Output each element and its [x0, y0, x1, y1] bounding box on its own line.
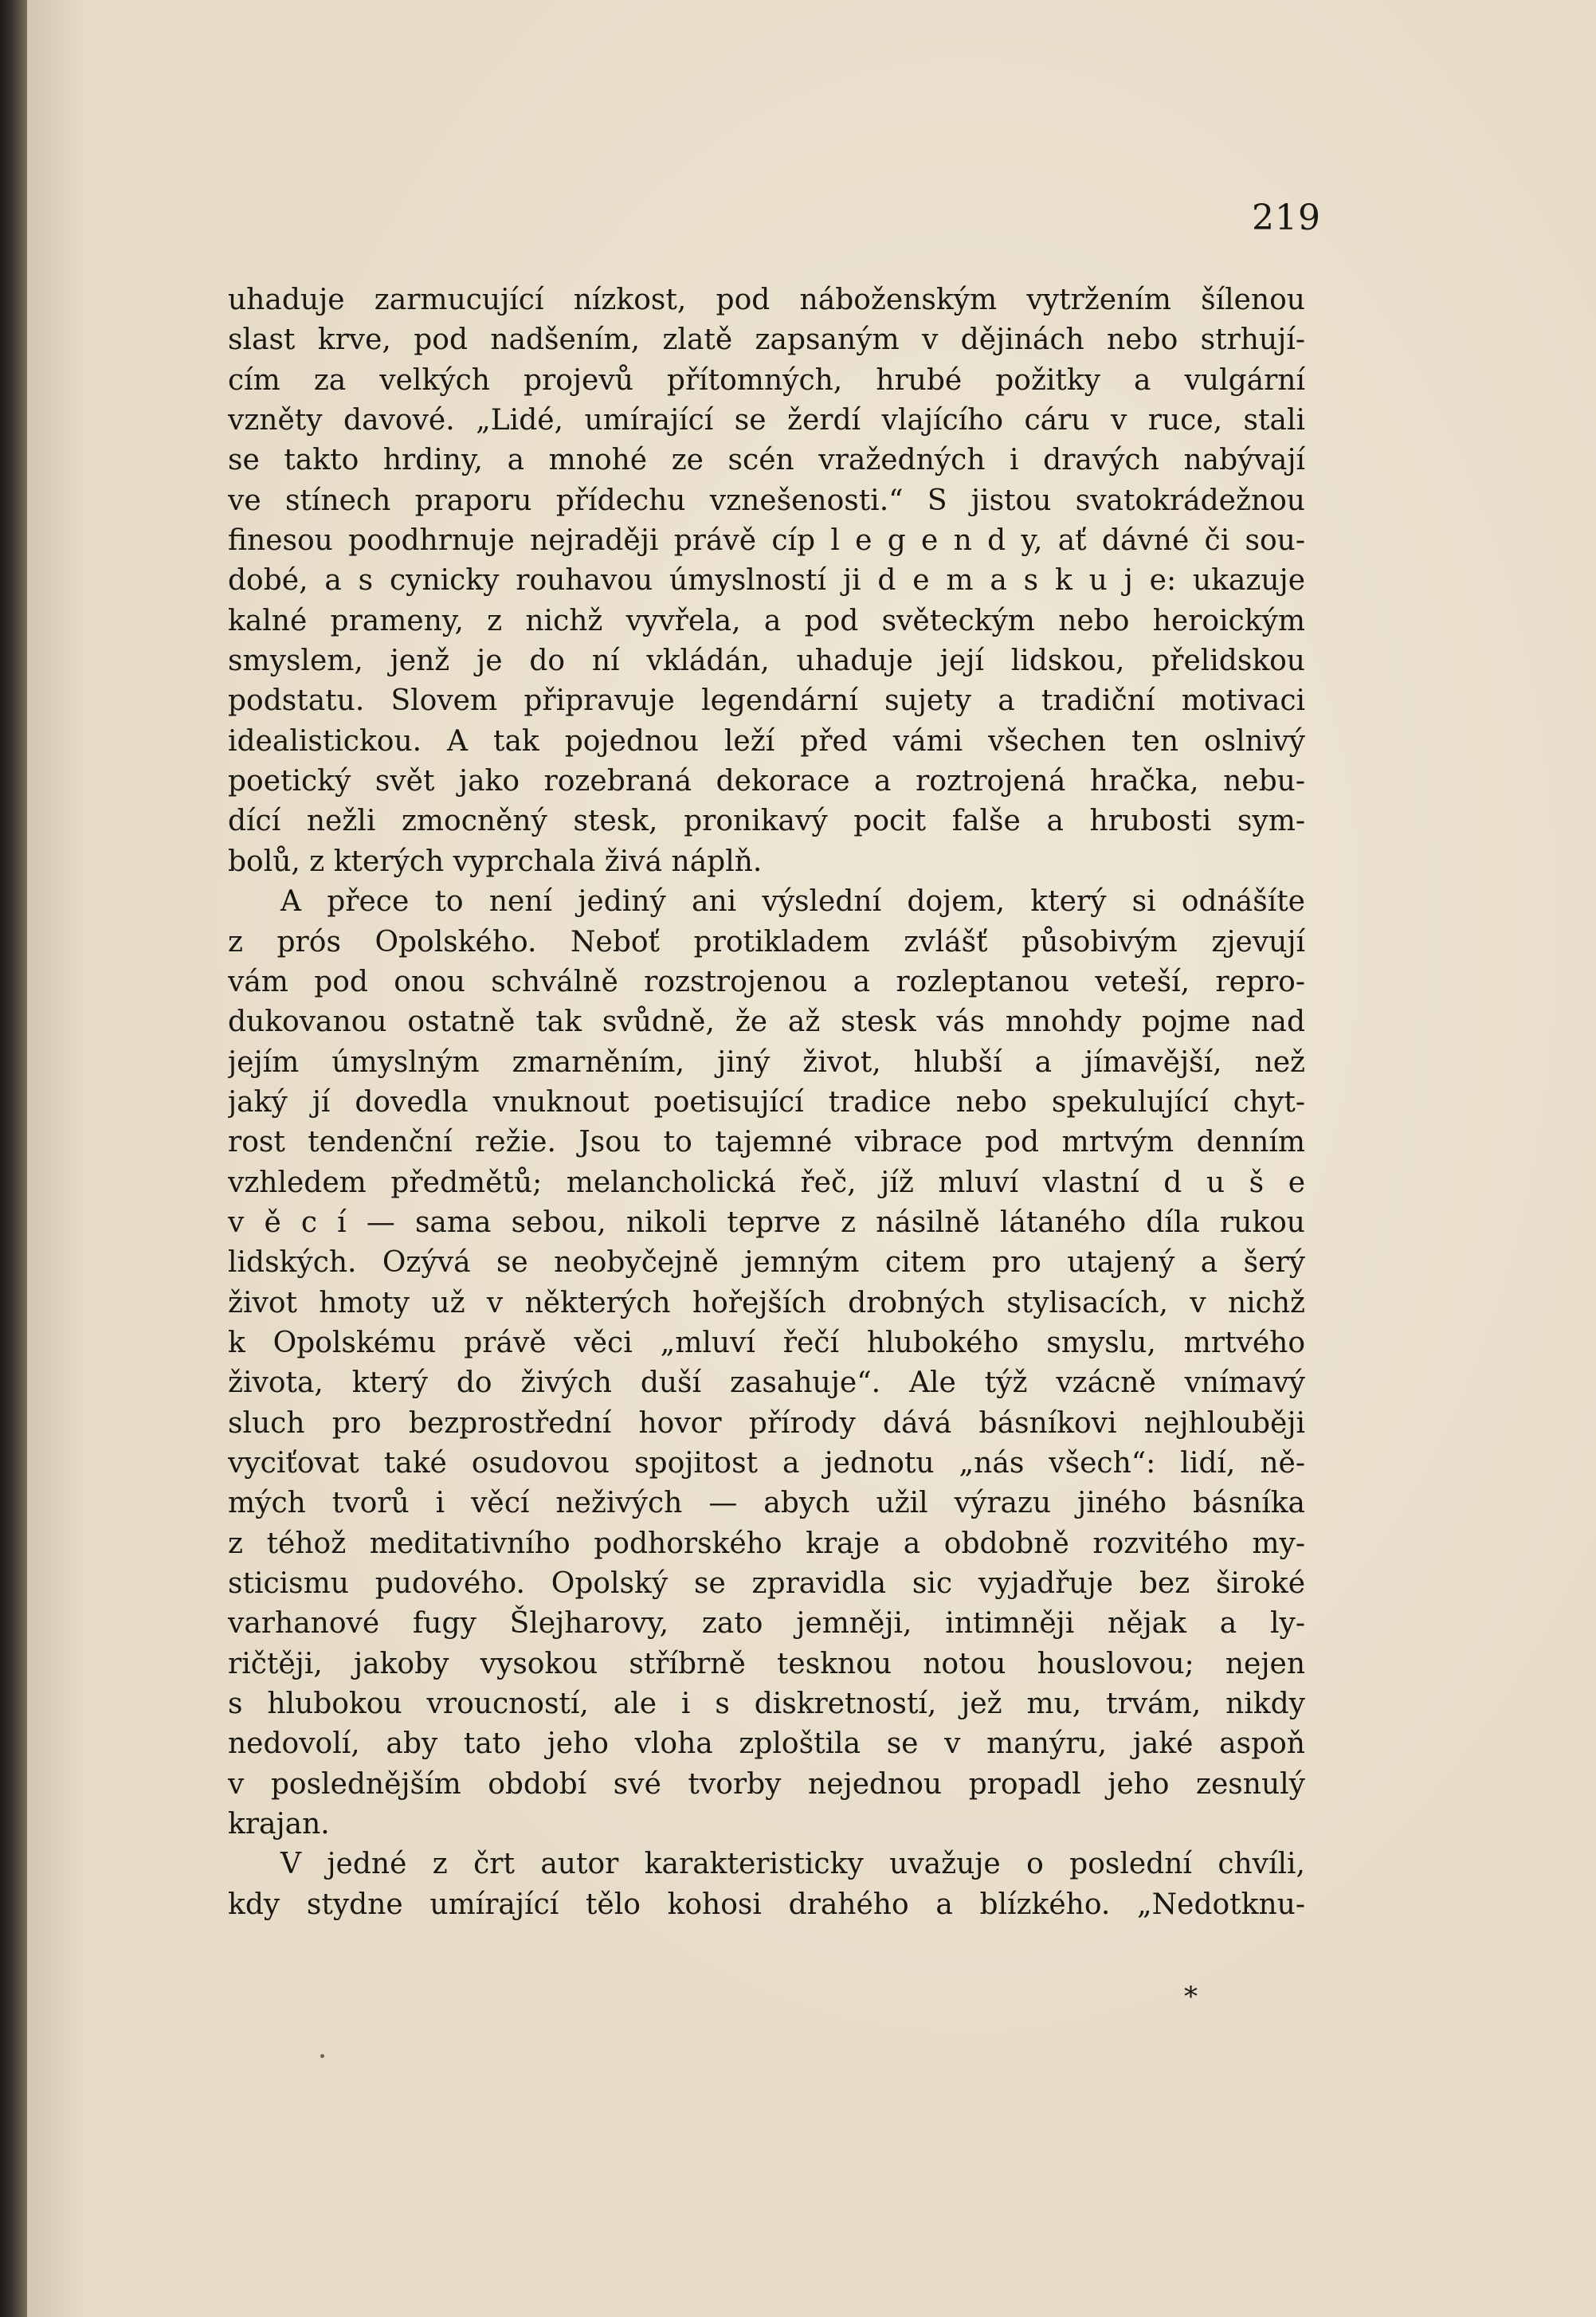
text-line: bolů, z kterých vyprchala živá náplň.: [228, 845, 763, 878]
book-page: [27, 0, 1596, 2317]
text-line: mých tvorů i věcí neživých — abych užil výrazu jiného básníka: [228, 1487, 1305, 1520]
text-line: slast krve, pod nadšením, zlatě zapsaným v dějinách nebo strhují-: [228, 323, 1305, 357]
text-line: uhaduje zarmucující nízkost, pod náboženským vytržením šílenou: [228, 284, 1305, 316]
text-line: dukovanou ostatně tak svůdně, že až stesk vás mnohdy pojme nad: [228, 1006, 1305, 1039]
text-line: k Opolskému právě věci „mluví řečí hlubokého smyslu, mrtvého: [228, 1326, 1305, 1359]
footnote-mark: *: [1184, 1981, 1198, 2013]
text-line: V jedné z črt autor karakteristicky uvažuje o poslední chvíli,: [280, 1848, 1305, 1881]
text-line: lidských. Ozývá se neobyčejně jemným citem pro utajený a šerý: [228, 1246, 1305, 1280]
text-line: dící nežli zmocněný stesk, pronikavý pocit falše a hrubosti sym-: [228, 805, 1305, 838]
text-line: vzněty davové. „Lidé, umírající se žerdí vlajícího cáru v ruce, stali: [228, 404, 1305, 437]
text-line: jaký jí dovedla vnuknout poetisující tradice nebo spekulující chyt-: [228, 1085, 1305, 1119]
text-line: vám pod onou schválně rozstrojenou a rozleptanou veteší, repro-: [228, 965, 1305, 998]
text-line: varhanové fugy Šlejharovy, zato jemněji, intimněji nějak a ly-: [228, 1607, 1305, 1641]
paper-speck: [320, 2054, 324, 2058]
text-line: z prós Opolského. Neboť protikladem zvlášť působivým zjevují: [228, 925, 1305, 959]
text-line: sluch pro bezprostřední hovor přírody dává básníkovi nejhlouběji: [228, 1406, 1305, 1440]
text-line: se takto hrdiny, a mnohé ze scén vražedných i dravých nabývají: [228, 444, 1305, 477]
text-line: podstatu. Slovem připravuje legendární sujety a tradiční motivaci: [228, 684, 1305, 718]
body-text: [228, 280, 1305, 1925]
text-line: nedovolí, aby tato jeho vloha zploštila se v manýru, jaké aspoň: [228, 1727, 1305, 1761]
page-number: 219: [1252, 198, 1321, 238]
text-line: rost tendenční režie. Jsou to tajemné vibrace pod mrtvým denním: [228, 1126, 1305, 1159]
text-line: vzhledem předmětů; melancholická řeč, jíž mluví vlastní d u š e: [228, 1166, 1305, 1199]
text-line: sticismu pudového. Opolský se zpravidla sic vyjadřuje bez široké: [228, 1567, 1305, 1600]
text-line: A přece to není jediný ani výslední dojem, který si odnášíte: [280, 885, 1305, 919]
text-line: život hmoty už v některých hořejších drobných stylisacích, v nichž: [228, 1286, 1305, 1319]
text-line: v ě c í — sama sebou, nikoli teprve z násilně látaného díla rukou: [228, 1206, 1305, 1239]
text-line: krajan.: [228, 1808, 330, 1841]
text-line: finesou poodhrnuje nejraději právě cíp l e g e n d y, ať dávné či sou-: [228, 524, 1305, 558]
text-line: kdy stydne umírající tělo kohosi drahého a blízkého. „Nedotknu-: [228, 1888, 1305, 1921]
text-line: ričtěji, jakoby vysokou stříbrně tesknou notou houslovou; nejen: [228, 1647, 1305, 1680]
text-line: vyciťovat také osudovou spojitost a jednotu „nás všech“: lidí, ně-: [228, 1446, 1305, 1480]
text-line: cím za velkých projevů přítomných, hrubé požitky a vulgární: [228, 363, 1305, 397]
text-line: ve stínech praporu přídechu vznešenosti.“ S jistou svatokrádežnou: [228, 484, 1305, 517]
text-line: jejím úmyslným zmarněním, jiný život, hlubší a jímavější, než: [228, 1045, 1305, 1079]
text-line: kalné prameny, z nichž vyvřela, a pod světeckým nebo heroickým: [228, 604, 1305, 637]
text-line: poetický svět jako rozebraná dekorace a roztrojená hračka, nebu-: [228, 765, 1305, 798]
text-line: s hlubokou vroucností, ale i s diskretností, jež mu, trvám, nikdy: [228, 1688, 1305, 1721]
text-line: z téhož meditativního podhorského kraje a obdobně rozvitého my-: [228, 1527, 1305, 1560]
text-line: dobé, a s cynicky rouhavou úmyslností ji d e m a s k u j e: ukazuje: [228, 564, 1305, 598]
text-line: v poslednějším období své tvorby nejednou propadl jeho zesnulý: [228, 1767, 1305, 1801]
book-spine-shadow: [0, 0, 27, 2317]
text-line: idealistickou. A tak pojednou leží před vámi všechen ten oslnivý: [228, 724, 1305, 758]
text-line: života, který do živých duší zasahuje“. Ale týž vzácně vnímavý: [228, 1366, 1305, 1400]
text-line: smyslem, jenž je do ní vkládán, uhaduje její lidskou, přelidskou: [228, 645, 1305, 678]
